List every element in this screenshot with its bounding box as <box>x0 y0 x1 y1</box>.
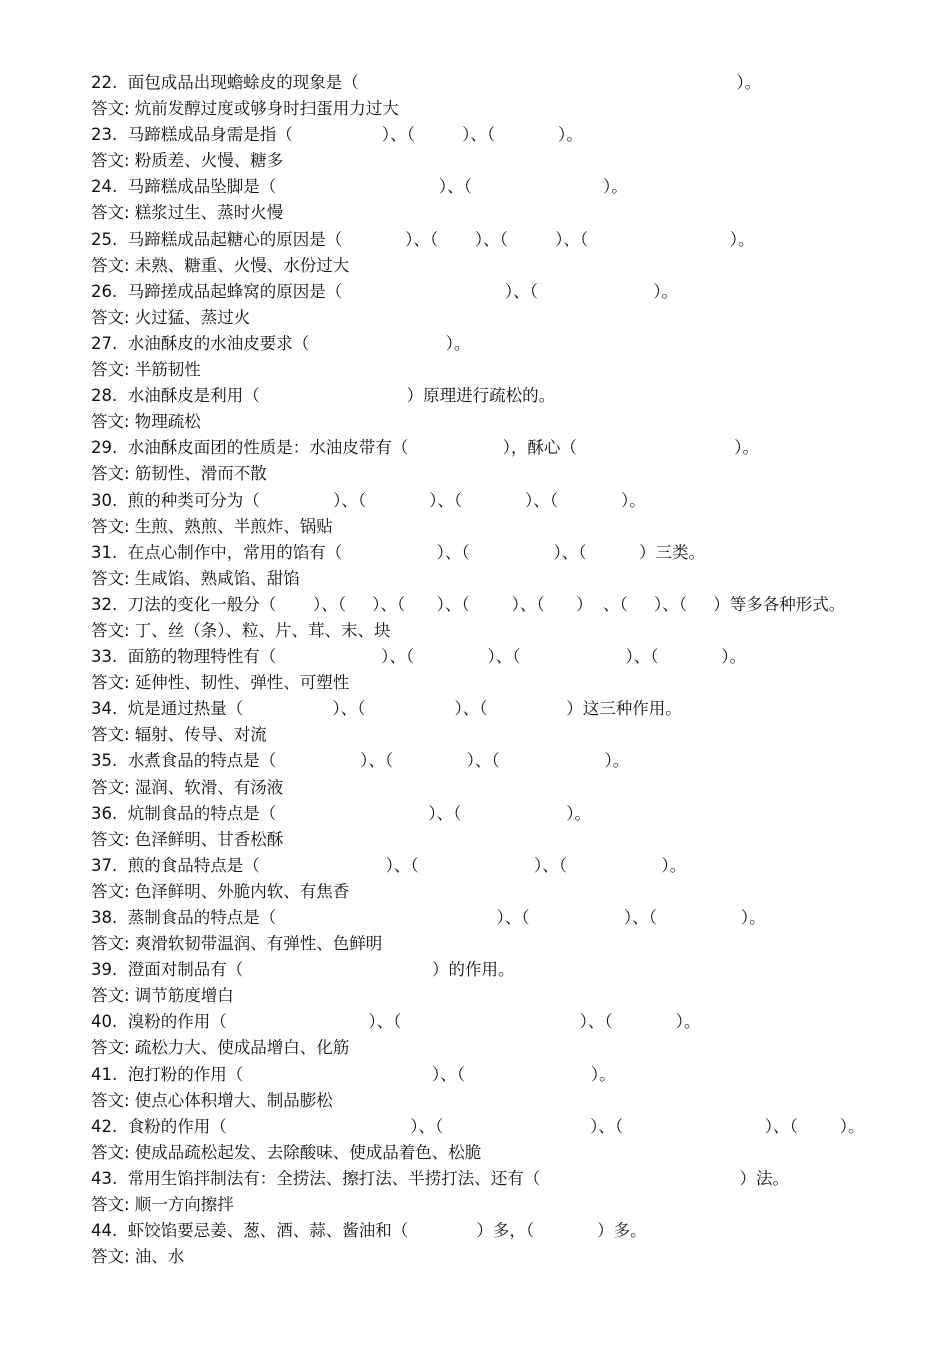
answer-text: 答文: 调节筋度增白 <box>91 986 234 1006</box>
answer-text: 答文: 使成品疏松起发、去除酸味、使成品着色、松脆 <box>91 1142 482 1162</box>
question-text: 30. 煎的种类可分为（ ）、（ ）、（ ）、（ ）。 <box>91 490 646 510</box>
answer-text: 答文: 物理疏松 <box>91 412 201 432</box>
question-32 <box>91 592 931 644</box>
question-text: 41. 泡打粉的作用（ ）、（ ）。 <box>91 1064 616 1084</box>
document-page <box>91 70 931 1270</box>
answer-text: 答文: 色泽鲜明、甘香松酥 <box>91 829 284 849</box>
answer-text: 答文: 火过猛、蒸过火 <box>91 307 251 327</box>
answer-text: 答文: 爽滑软韧带温润、有弹性、色鲜明 <box>91 934 383 954</box>
question-29 <box>91 435 931 487</box>
question-text: 26. 马蹄搓成品起蜂窝的原因是（ ）、（ ）。 <box>91 281 678 301</box>
question-text: 34. 炕是通过热量（ ）、（ ）、（ ）这三种作用。 <box>91 699 682 719</box>
question-text: 23. 马蹄糕成品身需是指（ ）、（ ）、（ ）。 <box>91 125 583 145</box>
question-text: 38. 蒸制食品的特点是（ ）、（ ）、（ ）。 <box>91 908 766 927</box>
question-text: 27. 水油酥皮的水油皮要求（ ）。 <box>91 333 471 353</box>
question-text: 43. 常用生馅拌制法有：全捞法、擦打法、半捞打法、还有（ ）法。 <box>91 1168 790 1188</box>
question-22 <box>91 70 931 122</box>
question-text: 44. 虾饺馅要忌姜、葱、酒、蒜、酱油和（ ）多，（ ）多。 <box>91 1221 647 1241</box>
question-25 <box>91 227 931 279</box>
question-text: 35. 水煮食品的特点是（ ）、（ ）、（ ）。 <box>91 751 630 771</box>
question-43 <box>91 1166 931 1218</box>
question-text: 25. 马蹄糕成品起糖心的原因是（ ）、（ ）、（ ）、（ ）。 <box>91 229 755 249</box>
answer-text: 答文: 半筋韧性 <box>91 360 201 380</box>
question-27 <box>91 331 931 383</box>
question-text: 36. 炕制食品的特点是（ ）、（ ）。 <box>91 803 591 823</box>
question-text: 37. 煎的食品特点是（ ）、（ ）、（ ）。 <box>91 855 687 875</box>
answer-text: 答文: 筋韧性、滑而不散 <box>91 464 267 484</box>
question-text: 42. 食粉的作用（ ）、（ ）、（ ）、（ ）。 <box>91 1116 865 1136</box>
question-text: 33. 面筋的物理特性有（ ）、（ ）、（ ）、（ ）。 <box>91 647 747 667</box>
question-text: 28. 水油酥皮是利用（ ）原理进行疏松的。 <box>91 386 556 406</box>
question-33 <box>91 644 931 696</box>
question-26 <box>91 279 931 331</box>
question-42 <box>91 1114 931 1166</box>
question-text: 29. 水油酥皮面团的性质是：水油皮带有（ ），酥心（ ）。 <box>91 438 759 458</box>
question-34 <box>91 696 931 748</box>
question-text: 39. 澄面对制品有（ ）的作用。 <box>91 960 515 980</box>
answer-text: 答文: 延伸性、韧性、弹性、可塑性 <box>91 673 350 693</box>
question-41 <box>91 1062 931 1114</box>
question-24 <box>91 174 931 226</box>
answer-text: 答文: 生咸馅、熟咸馅、甜馅 <box>91 568 300 588</box>
question-35 <box>91 748 931 800</box>
question-text: 40. 溴粉的作用（ ）、（ ）、（ ）。 <box>91 1012 701 1032</box>
question-28 <box>91 383 931 435</box>
question-text: 22. 面包成品出现蟾蜍皮的现象是（ ）。 <box>91 73 762 92</box>
question-text: 31. 在点心制作中，常用的馅有（ ）、（ ）、（ ）三类。 <box>91 542 706 562</box>
question-31 <box>91 540 931 592</box>
answer-text: 答文: 炕前发醇过度或够身时扫蛋用力过大 <box>91 99 399 119</box>
answer-text: 答文: 湿润、软滑、有汤液 <box>91 777 284 797</box>
answer-text: 答文: 未熟、糖重、火慢、水份过大 <box>91 255 350 275</box>
question-40 <box>91 1009 931 1061</box>
question-text: 24. 马蹄糕成品坠脚是（ ）、（ ）。 <box>91 177 628 197</box>
question-37 <box>91 853 931 905</box>
answer-text: 答文: 色泽鲜明、外脆内软、有焦香 <box>91 881 350 901</box>
answer-text: 答文: 生煎、熟煎、半煎炸、锅贴 <box>91 516 333 536</box>
question-44 <box>91 1218 931 1270</box>
question-39 <box>91 957 931 1009</box>
question-38 <box>91 905 931 957</box>
question-23 <box>91 122 931 174</box>
question-text: 32. 刀法的变化一般分（ ）、（ ）、（ ）、（ ）、（ ） 、（ ）、（ ）等多各种形式。 <box>91 594 846 614</box>
answer-text: 答文: 油、水 <box>91 1247 185 1267</box>
answer-text: 答文: 使点心体积增大、制品膨松 <box>91 1090 333 1110</box>
question-30 <box>91 488 931 540</box>
answer-text: 答文: 辐射、传导、对流 <box>91 725 267 745</box>
answer-text: 答文: 丁、丝（条）、粒、片、茸、末、块 <box>91 620 391 640</box>
answer-text: 答文: 顺一方向擦拌 <box>91 1195 234 1215</box>
question-36 <box>91 801 931 853</box>
answer-text: 答文: 粉质差、火慢、糖多 <box>91 151 284 171</box>
answer-text: 答文: 疏松力大、使成品增白、化筋 <box>91 1038 350 1058</box>
answer-text: 答文: 糕浆过生、蒸时火慢 <box>91 203 284 223</box>
